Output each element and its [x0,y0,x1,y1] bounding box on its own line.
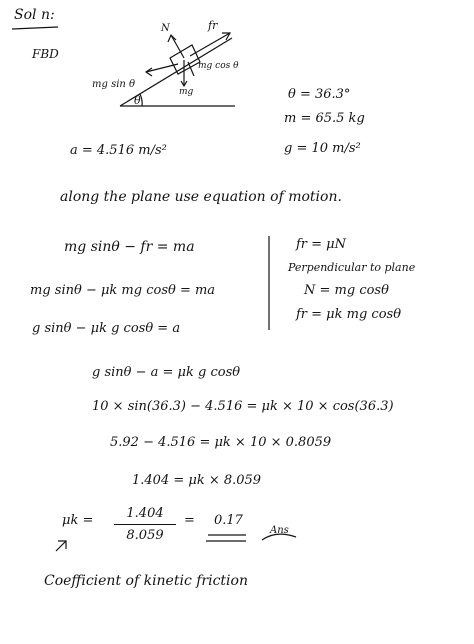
given-mass: m = 65.5 kg [284,111,365,126]
label-mg-cos: mg cos θ [198,61,239,71]
equation-motion-3: g sinθ − μk g cosθ = a [32,321,181,336]
fraction-bar [114,524,176,525]
mg-cos-arrow [188,62,194,76]
friction-arrow [190,33,230,56]
pointer-arrow [56,541,66,551]
step-2: 10 × sin(36.3) − 4.516 = μk × 10 × cos(36.3) [92,399,394,414]
label-mg-sin: mg sin θ [92,79,136,90]
label-normal: N [161,23,170,34]
answer-label: Ans [270,525,289,536]
perpendicular-note: Perpendicular to plane [288,261,416,274]
solution-heading: Sol n: [14,7,55,23]
step-1: g sinθ − a = μk g cosθ [92,365,241,380]
given-acceleration: a = 4.516 m/s² [70,143,167,158]
step-4: 1.404 = μk × 8.059 [132,473,262,488]
friction-relation: fr = μN [296,237,347,252]
step-3: 5.92 − 4.516 = μk × 10 × 0.8059 [110,435,332,450]
friction-expanded: fr = μk mg cosθ [296,307,402,322]
conclusion-text: Coefficient of kinetic friction [44,573,248,589]
given-theta: θ = 36.3° [288,87,351,102]
given-gravity: g = 10 m/s² [284,141,361,156]
normal-force-arrow [171,35,184,58]
heading-underline [12,27,58,29]
normal-relation: N = mg cosθ [304,283,389,298]
fbd-label: FBD [32,47,59,61]
method-note: along the plane use equation of motion. [60,189,342,205]
equation-motion-1: mg sinθ − fr = ma [64,239,195,255]
label-angle: θ [134,94,141,107]
final-lhs: μk = [62,513,94,528]
fraction-denominator: 8.059 [126,528,164,543]
mg-sin-arrow [146,64,178,72]
equation-motion-2: mg sinθ − μk mg cosθ = ma [30,283,216,298]
label-friction: fr [208,19,218,32]
fraction-numerator: 1.404 [126,506,164,521]
label-mg: mg [179,87,194,97]
final-result: 0.17 [214,513,243,528]
final-equals: = [184,513,195,528]
